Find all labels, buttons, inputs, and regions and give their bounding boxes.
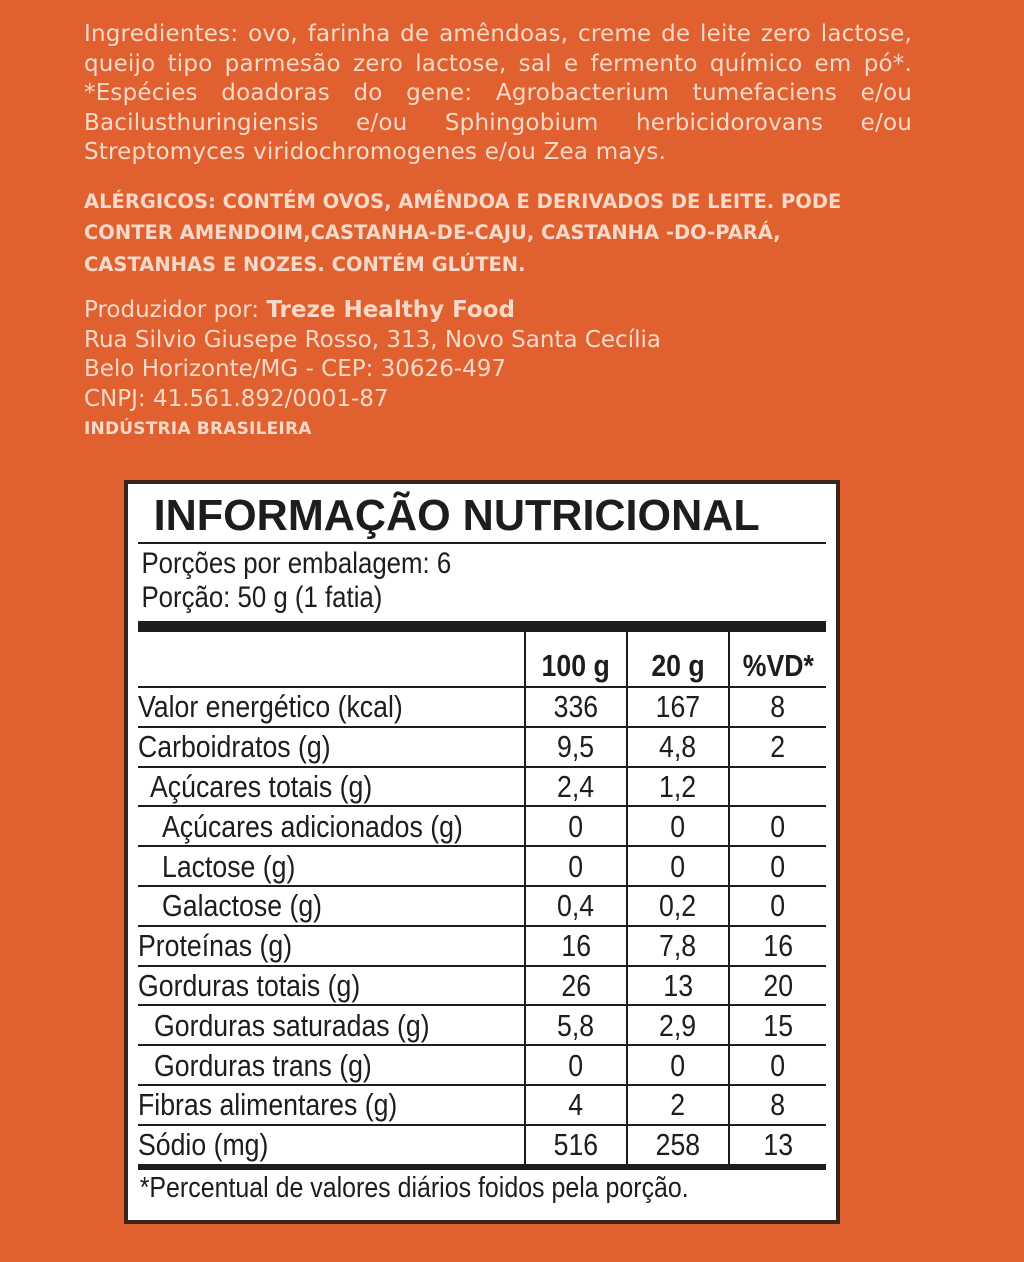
nutrient-name: Sódio (mg) <box>138 1127 269 1163</box>
producer-line <box>84 296 912 326</box>
table-row <box>138 1085 826 1125</box>
nutrition-table <box>138 632 826 1164</box>
nutrient-name: Valor energético (kcal) <box>138 689 403 725</box>
nutrient-name: Galactose (g) <box>162 888 323 924</box>
value-100g: 5,8 <box>557 1007 595 1043</box>
header-blank <box>138 632 525 687</box>
value-100g: 16 <box>561 928 591 964</box>
value-20g: 1,2 <box>659 768 697 804</box>
table-row <box>138 727 826 767</box>
value-20g: 7,8 <box>659 928 697 964</box>
nutrient-name: Fibras alimentares (g) <box>138 1087 398 1123</box>
serving-size: Porção: 50 g (1 fatia) <box>141 581 383 614</box>
value-vd: 0 <box>770 888 786 924</box>
allergens-warning: ALÉRGICOS: CONTÉM OVOS, AMÊNDOA E DERIVADOS DE LEITE. PODE CONTER AMENDOIM,CASTANHA-DE-CAJU, CASTANHA -DO-PARÁ, CASTANHAS E NOZES. CONTÉM GLÚTEN. <box>84 189 842 276</box>
value-100g: 336 <box>553 689 599 725</box>
nutrition-facts-inner <box>128 484 836 1220</box>
producer-prefix: Produzidor por: <box>84 297 267 323</box>
value-vd: 0 <box>770 1047 786 1083</box>
value-vd: 2 <box>770 729 786 765</box>
header-100g: 100 g <box>525 632 627 687</box>
nutrient-name: Gorduras saturadas (g) <box>154 1007 430 1043</box>
value-100g: 9,5 <box>557 729 595 765</box>
table-row <box>138 1125 826 1164</box>
header-20g: 20 g <box>627 632 729 687</box>
value-100g: 0 <box>568 848 584 884</box>
value-100g: 26 <box>561 967 591 1003</box>
cnpj-line: CNPJ: 41.561.892/0001-87 <box>84 385 389 412</box>
table-row <box>138 767 826 807</box>
value-20g: 13 <box>663 967 693 1003</box>
nutrient-name: Açúcares adicionados (g) <box>162 808 463 844</box>
nutrition-facts-panel <box>124 480 840 1224</box>
value-100g: 0,4 <box>557 888 595 924</box>
address-line-2: Belo Horizonte/MG - CEP: 30626-497 <box>84 356 507 382</box>
nutrient-name: Lactose (g) <box>162 848 296 884</box>
address-line-1: Rua Silvio Giusepe Rosso, 313, Novo Santa Cecília <box>84 326 661 353</box>
value-100g: 2,4 <box>557 768 595 804</box>
daily-value-footnote: *Percentual de valores diários foidos pela porção. <box>139 1171 689 1204</box>
value-20g: 258 <box>655 1127 701 1163</box>
table-row <box>138 966 826 1006</box>
value-20g: 0 <box>670 848 686 884</box>
producer-info <box>84 296 912 444</box>
serving-info <box>138 544 730 621</box>
table-row <box>138 806 826 846</box>
value-vd: 15 <box>763 1007 793 1043</box>
nutrient-name: Gorduras totais (g) <box>138 967 361 1003</box>
value-100g: 0 <box>568 808 584 844</box>
servings-per-package: Porções por embalagem: 6 <box>141 547 452 580</box>
header-vd: %VD* <box>729 632 826 687</box>
value-100g: 516 <box>553 1127 599 1163</box>
thick-divider <box>138 621 826 632</box>
table-header-row <box>138 632 826 687</box>
value-vd: 20 <box>763 967 793 1003</box>
value-vd: 0 <box>770 848 786 884</box>
nutrition-title: INFORMAÇÃO NUTRICIONAL <box>153 491 760 540</box>
value-vd: 16 <box>763 928 793 964</box>
value-vd: 0 <box>770 808 786 844</box>
nutrient-name: Açúcares totais (g) <box>150 768 373 804</box>
nutrient-name: Proteínas (g) <box>138 928 293 964</box>
value-20g: 0 <box>670 808 686 844</box>
made-in-label: INDÚSTRIA BRASILEIRA <box>84 419 312 439</box>
table-row <box>138 846 826 886</box>
value-100g: 0 <box>568 1047 584 1083</box>
ingredients-text: Ingredientes: ovo, farinha de amêndoas, creme de leite zero lactose, queijo tipo parmesão zero lactose, sal e fermento químico em pó*. *Espécies doadoras do gene: Agrobacterium tumefaciens e/ou Bacilusthuringiensis e/ou Sphingobium herbicidorovans e/ou Streptomyces viridochromogenes e/ou Zea mays. <box>84 21 912 165</box>
nutrient-name: Carboidratos (g) <box>138 729 331 765</box>
table-row <box>138 926 826 966</box>
value-20g: 167 <box>655 689 701 725</box>
table-row <box>138 687 826 727</box>
producer-name: Treze Healthy Food <box>266 297 515 323</box>
value-20g: 0,2 <box>659 888 697 924</box>
value-20g: 2 <box>670 1087 686 1123</box>
value-20g: 2,9 <box>659 1007 697 1043</box>
table-row <box>138 1045 826 1085</box>
value-20g: 0 <box>670 1047 686 1083</box>
table-row <box>138 886 826 926</box>
value-vd: 8 <box>770 1087 786 1123</box>
value-vd: 13 <box>763 1127 793 1163</box>
product-label-text <box>84 20 912 444</box>
value-20g: 4,8 <box>659 729 697 765</box>
value-100g: 4 <box>568 1087 584 1123</box>
value-vd: 8 <box>770 689 786 725</box>
nutrient-name: Gorduras trans (g) <box>154 1047 372 1083</box>
table-row <box>138 1005 826 1045</box>
